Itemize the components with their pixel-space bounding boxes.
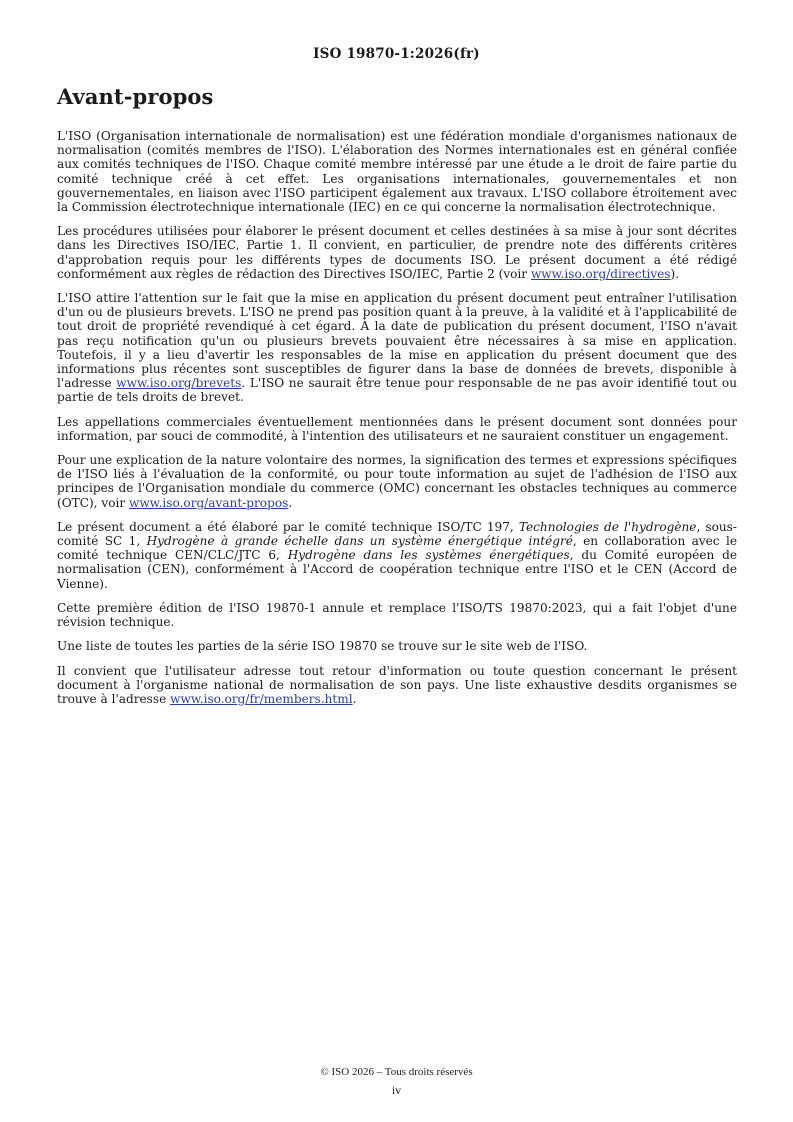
paragraph-text: ). xyxy=(670,266,680,281)
subcommittee-title-italic: Hydrogène à grande échelle dans un système énergétique intégré xyxy=(146,534,573,549)
paragraph-voluntary-nature xyxy=(57,453,737,510)
patents-link[interactable]: www.iso.org/brevets xyxy=(116,376,242,391)
page-number: iv xyxy=(391,1083,402,1097)
paragraph-text: Pour une explication de la nature volontaire des normes, la signification des termes et expressions spécifiques de l'ISO liés à l'évaluation de la conformité, ou pour toute information au sujet de l'adhésion de l'ISO aux principes de l'Organisation mondiale du commerce (OMC) concernant les obstacles techniques au commerce (OTC), voir xyxy=(57,453,737,510)
paragraph-committee xyxy=(57,520,737,591)
paragraph-patents xyxy=(57,291,737,405)
committee-title-italic: Technologies de l'hydrogène xyxy=(518,519,697,534)
paragraph-procedures xyxy=(57,224,737,281)
document-header: ISO 19870-1:2026(fr) xyxy=(313,46,480,62)
paragraph-trade-names: Les appellations commerciales éventuellement mentionnées dans le présent document sont données pour information, par souci de commodité, à l'intention des utilisateurs et ne sauraient constituer un engagement. xyxy=(57,414,737,443)
paragraph-iso-organisation: L'ISO (Organisation internationale de normalisation) est une fédération mondiale d'organismes nationaux de normalisation (comités membres de l'ISO). L'élaboration des Normes internationales est en général confiée aux comités techniques de l'ISO. Chaque comité membre intéressé par une étude a le droit de faire partie du comité technique créé à cet effet. Les organisations internationales, gouvernementales et non gouvernementales, en liaison avec l'ISO participent également aux travaux. L'ISO collabore étroitement avec la Commission électrotechnique internationale (IEC) en ce qui concerne la normalisation électrotechnique. xyxy=(57,129,737,215)
page-title: Avant-propos xyxy=(57,84,214,109)
paragraph-text: . L'ISO ne saurait être tenue pour responsable de ne pas avoir identifié tout ou partie de tels droits de brevet. xyxy=(57,376,737,405)
paragraph-text: , sous-comité SC 1, xyxy=(57,519,737,549)
paragraph-text: L'ISO attire l'attention sur le fait que la mise en application du présent document peut entraîner l'utilisation d'un ou de plusieurs brevets. L'ISO ne prend pas position quant à la preuve, à la validité et à l'applicabilité de tout droit de propriété revendiqué à cet égard. À la date de publication du présent document, l'ISO n'avait pas reçu notification qu'un ou plusieurs brevets pouvaient être nécessaires à sa mise en application. Toutefois, il y a lieu d'avertir les responsables de la mise en application du présent document que des informations plus récentes sont susceptibles de figurer dans la base de données de brevets, disponible à l'adresse xyxy=(57,291,737,391)
document-body xyxy=(57,129,737,716)
foreword-link[interactable]: www.iso.org/avant-propos xyxy=(128,495,289,510)
paragraph-text: . xyxy=(352,691,357,706)
copyright-notice: © ISO 2026 – Tous droits réservés xyxy=(320,1066,473,1078)
cen-committee-title-italic: Hydrogène dans les systèmes énergétiques xyxy=(287,548,570,563)
paragraph-text: . xyxy=(288,495,293,510)
paragraph-edition: Cette première édition de l'ISO 19870-1 annule et remplace l'ISO/TS 19870:2023, qui a fait l'objet d'une révision technique. xyxy=(57,600,737,630)
paragraph-text: Les procédures utilisées pour élaborer le présent document et celles destinées à sa mise à jour sont décrites dans les Directives ISO/IEC, Partie 1. Il convient, en particulier, de prendre note des différents critères d'approbation requis pour les différents types de documents ISO. Le présent document a été rédigé conformément aux règles de rédaction des Directives ISO/IEC, Partie 2 (voir xyxy=(57,224,737,281)
paragraph-text: Il convient que l'utilisateur adresse tout retour d'information ou toute question concernant le présent document à l'organisme national de normalisation de son pays. Une liste exhaustive desdits organismes se trouve à l'adresse xyxy=(57,663,737,706)
members-link[interactable]: www.iso.org/fr/members.html xyxy=(170,691,353,706)
directives-link[interactable]: www.iso.org/directives xyxy=(530,266,671,281)
paragraph-text: Le présent document a été élaboré par le comité technique ISO/TC 197, xyxy=(57,519,519,534)
page-footer xyxy=(0,1065,793,1098)
paragraph-feedback xyxy=(57,664,737,707)
paragraph-text: , du Comité européen de normalisation (CEN), conformément à l'Accord de coopération technique entre l'ISO et le CEN (Accord de Vienne). xyxy=(57,548,737,591)
paragraph-series-list: Une liste de toutes les parties de la série ISO 19870 se trouve sur le site web de l'ISO. xyxy=(57,639,588,654)
paragraph-text: , en collaboration avec le comité technique CEN/CLC/JTC 6, xyxy=(57,534,737,563)
